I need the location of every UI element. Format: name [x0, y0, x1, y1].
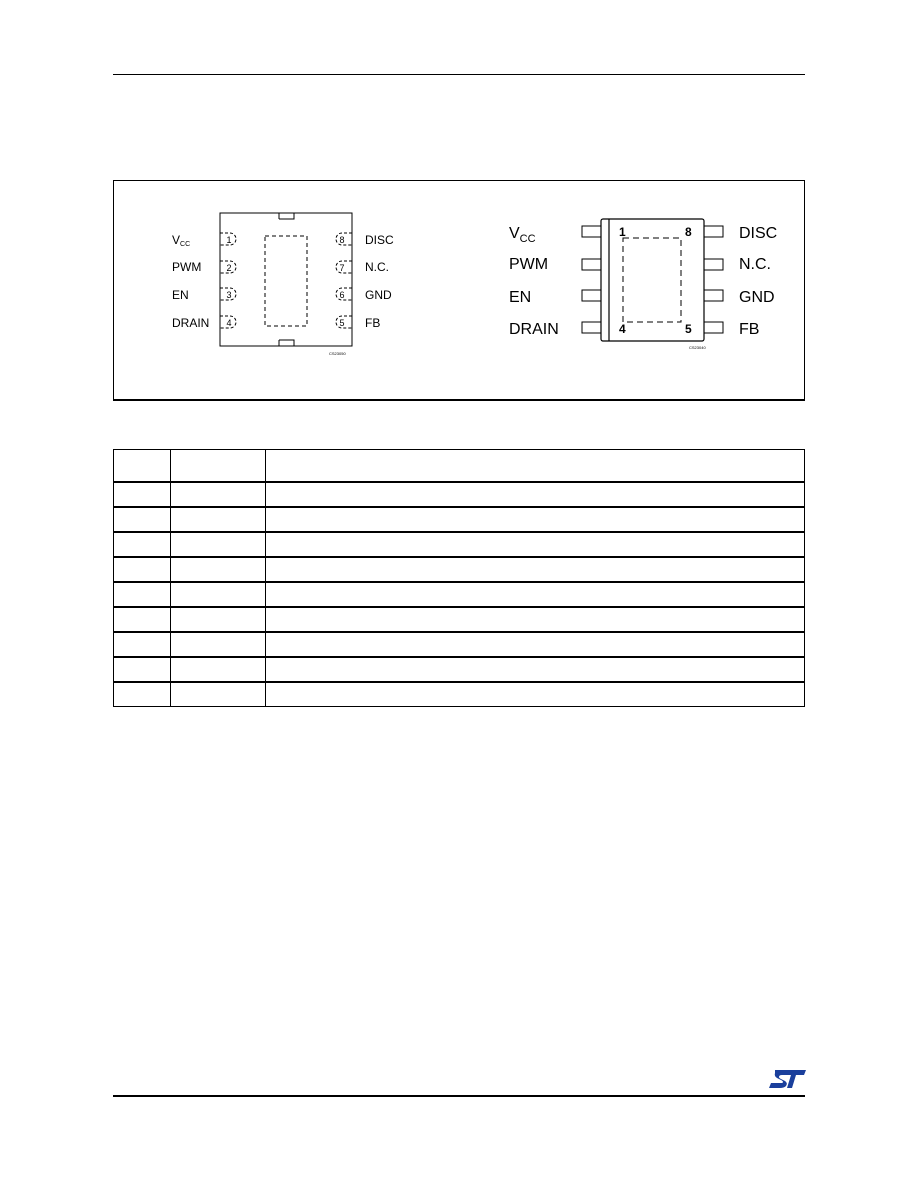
left-pkg-pin-3	[220, 288, 236, 300]
st-logo-shape	[769, 1070, 806, 1088]
table-header-row	[114, 450, 805, 482]
table-cell	[171, 557, 266, 582]
table-row	[114, 682, 805, 707]
table-cell	[266, 557, 805, 582]
left-pkg-pin-7	[336, 261, 352, 273]
table-cell	[266, 682, 805, 707]
left-pkg-pin-number: 6	[339, 290, 345, 300]
right-pkg-pin-number: 8	[685, 225, 692, 239]
table-cell	[114, 482, 171, 507]
table-row	[114, 532, 805, 557]
table-cell	[266, 482, 805, 507]
table-cell	[171, 507, 266, 532]
left-pkg-pin-number: 4	[226, 318, 232, 328]
left-pkg-pin-4	[220, 316, 236, 328]
left-pkg-pin-number: 8	[339, 235, 345, 245]
right-pkg-lead-1	[582, 226, 601, 237]
table-cell	[171, 607, 266, 632]
left-pkg-pin-5	[336, 316, 352, 328]
right-pkg-label-gnd: GND	[739, 289, 775, 306]
right-pkg-label-en: EN	[509, 289, 532, 306]
left-pkg-pin-8	[336, 233, 352, 245]
table-cell	[266, 582, 805, 607]
table-cell	[171, 682, 266, 707]
table-cell	[114, 557, 171, 582]
left-exposed-pad	[265, 236, 307, 326]
footer-rule	[113, 1095, 805, 1097]
right-pkg-pin-number: 5	[685, 322, 692, 336]
left-package	[172, 213, 394, 356]
left-pkg-label-gnd: GND	[365, 288, 392, 302]
table-row	[114, 582, 805, 607]
table-cell	[114, 632, 171, 657]
table-cell	[266, 532, 805, 557]
table-row	[114, 657, 805, 682]
st-logo-icon	[768, 1068, 808, 1090]
right-pkg-label-drain: DRAIN	[509, 321, 559, 338]
left-pkg-pin-2	[220, 261, 236, 273]
table-cell	[114, 532, 171, 557]
table-cell	[266, 607, 805, 632]
right-pkg-lead-6	[704, 290, 723, 301]
table-cell	[171, 657, 266, 682]
right-pkg-label-disc: DISC	[739, 225, 778, 242]
table-header-cell	[266, 450, 805, 482]
table-cell	[266, 632, 805, 657]
table-cell	[266, 657, 805, 682]
table-row	[114, 557, 805, 582]
table-row	[114, 482, 805, 507]
table-row	[114, 632, 805, 657]
table-header-cell	[171, 450, 266, 482]
left-pkg-label-nc: N.C.	[365, 260, 389, 274]
left-pkg-pin-number: 2	[226, 263, 232, 273]
table-row	[114, 607, 805, 632]
left-pkg-label-pwm: PWM	[172, 260, 202, 274]
left-package-body	[220, 213, 352, 346]
table-header-cell	[114, 450, 171, 482]
left-top-tab	[279, 213, 294, 219]
table-cell	[171, 482, 266, 507]
right-pkg-drawing-code: CS23040	[689, 345, 706, 350]
right-pkg-lead-5	[704, 322, 723, 333]
pin-description-table	[113, 449, 805, 707]
left-pkg-pin-1	[220, 233, 236, 245]
left-pkg-label-en: EN	[172, 288, 189, 302]
left-pkg-pin-6	[336, 288, 352, 300]
right-pkg-lead-2	[582, 259, 601, 270]
right-pkg-pin-number: 4	[619, 322, 626, 336]
right-pkg-label-pwm: PWM	[509, 256, 549, 273]
right-pkg-lead-4	[582, 322, 601, 333]
left-pkg-label-disc: DISC	[365, 233, 394, 247]
table-cell	[171, 582, 266, 607]
right-pkg-label-fb: FB	[739, 321, 760, 338]
table-cell	[114, 507, 171, 532]
table-cell	[171, 632, 266, 657]
left-pkg-label-drain: DRAIN	[172, 316, 210, 330]
left-pkg-pin-number: 7	[339, 263, 345, 273]
pin-connection-diagram	[114, 181, 804, 399]
left-pkg-pin-number: 1	[226, 235, 232, 245]
left-pkg-pin-number: 5	[339, 318, 345, 328]
table-cell	[114, 682, 171, 707]
table-cell	[114, 657, 171, 682]
header-rule	[113, 74, 805, 75]
left-pkg-label-vcc: VCC	[172, 233, 191, 248]
table-cell	[114, 607, 171, 632]
right-pkg-lead-8	[704, 226, 723, 237]
left-pkg-pin-number: 3	[226, 290, 232, 300]
left-pkg-label-fb: FB	[365, 316, 381, 330]
right-pkg-lead-3	[582, 290, 601, 301]
right-package	[509, 219, 777, 350]
table-row	[114, 507, 805, 532]
table-cell	[114, 582, 171, 607]
right-pkg-pin-number: 1	[619, 225, 626, 239]
right-pkg-label-vcc: $V_{CC}$	[509, 225, 536, 245]
table-cell	[171, 532, 266, 557]
right-pkg-lead-7	[704, 259, 723, 270]
pin-connection-figure	[113, 180, 805, 401]
right-exposed-pad	[623, 238, 681, 322]
left-bottom-tab	[279, 340, 294, 346]
right-pkg-label-nc: N.C.	[739, 256, 771, 273]
left-pkg-drawing-code: CS23050	[329, 351, 346, 356]
table-cell	[266, 507, 805, 532]
